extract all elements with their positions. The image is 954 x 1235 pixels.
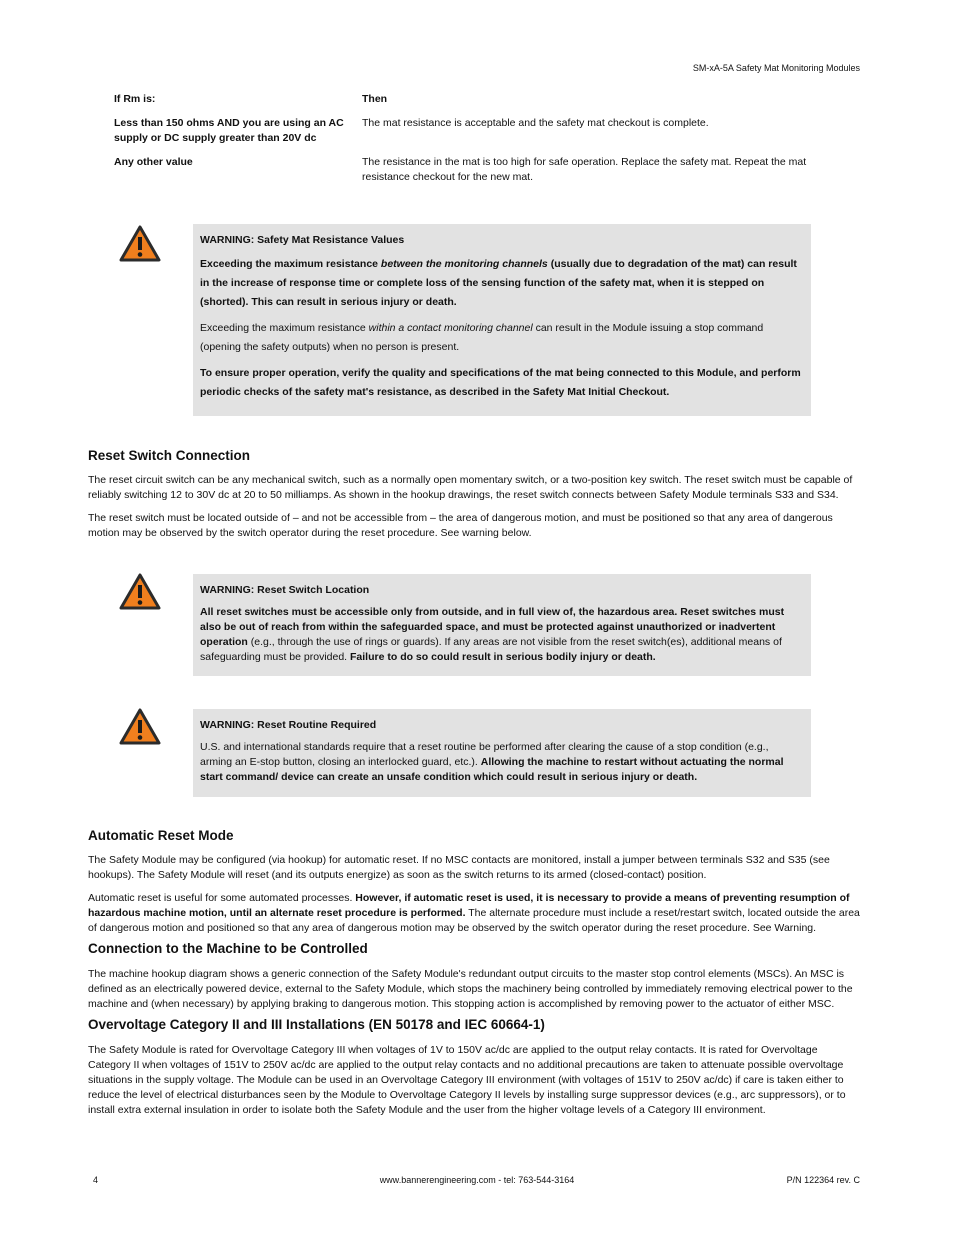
warning-triangle-icon [118, 224, 162, 264]
table-row [114, 155, 854, 194]
warning-box-reset-routine [193, 709, 811, 797]
page-number: 4 [93, 1175, 99, 1185]
warning-paragraph: U.S. and international standards require that a reset routine be performed after clearing the cause of a stop condition (e.g., arming an E-stop button, closing an interlocked guard, etc.). Allowing the machine to restart without actuating the normal start command/ device can create an unsafe condition which could result in serious injury or death. [200, 741, 784, 783]
table-header-row [114, 92, 854, 116]
paragraph: The machine hookup diagram shows a generic connection of the Safety Module's redundant output circuits to the master stop control elements (MSCs). An MSC is defined as an electrically powered device, external to the Safety Module, which stops the machinery being controlled by immediately removing electrical power to the machine and (when necessary) by applying braking to dangerous motion. This stopping action is accomplished by removing power to the actuator of either MSC. [88, 968, 853, 1010]
warning-triangle-icon [118, 707, 162, 747]
warning-paragraph: Exceeding the maximum resistance between the monitoring channels (usually due to degradation of the mat) can result in the increase of response time or complete loss of the sensing function of the safety mat, when it is stepped on (shorted). This can result in serious injury or death. [200, 258, 797, 308]
warning-title: WARNING: Reset Switch Location [200, 584, 370, 596]
warning-box-reset-location [193, 574, 811, 676]
table-cell-condition: Any other value [114, 156, 193, 168]
paragraph: The Safety Module may be configured (via hookup) for automatic reset. If no MSC contacts are monitored, install a jumper between terminals S32 and S35 (see hookups). The Safety Module will reset (and its outputs energize) as soon as the switch returns to its armed (closed-contact) position. [88, 854, 830, 881]
section-heading-connection: Connection to the Machine to be Controlled [88, 941, 368, 956]
warning-box-mat-resistance [193, 224, 811, 416]
warning-paragraph: To ensure proper operation, verify the quality and specifications of the mat being connected to this Module, and perform periodic checks of the safety mat's resistance, as described in the Safety Mat Initial Checkout. [200, 367, 801, 398]
warning-title: WARNING: Safety Mat Resistance Values [200, 234, 405, 246]
warning-paragraph: Exceeding the maximum resistance within a contact monitoring channel can result in the Module issuing a stop command (opening the safety outputs) when no person is present. [200, 322, 764, 353]
paragraph: The reset circuit switch can be any mechanical switch, such as a normally open momentary switch, or a two-position key switch. The reset switch must be capable of reliably switching 12 to 30V dc at 20 to 50 milliamps. As shown in the hookup drawings, the reset switch connects between Safety Module terminals S33 and S34. [88, 474, 853, 501]
footer-contact: www.bannerengineering.com - tel: 763-544-3164 [379, 1175, 575, 1185]
table-row [114, 116, 854, 155]
resistance-table [114, 92, 854, 194]
table-header-condition: If Rm is: [114, 93, 156, 105]
section-heading-automatic-reset: Automatic Reset Mode [88, 828, 234, 843]
warning-title: WARNING: Reset Routine Required [200, 719, 377, 731]
section-heading-reset-switch: Reset Switch Connection [88, 448, 251, 463]
table-cell-result: The mat resistance is acceptable and the safety mat checkout is complete. [362, 117, 709, 129]
warning-paragraph: All reset switches must be accessible only from outside, and in full view of, the hazardous area. Reset switches must also be out of reach from within the safeguarded space, and must be protected against unauthorized or inadvertent operation (e.g., through the use of rings or guards). If any areas are not visible from the reset switch(es), additional means of safeguarding must be provided. Failure to do so could result in serious bodily injury or death. [200, 606, 785, 663]
section-heading-overvoltage: Overvoltage Category II and III Installations (EN 50178 and IEC 60664-1) [88, 1017, 545, 1032]
table-cell-condition: Less than 150 ohms AND you are using an AC supply or DC supply greater than 20V dc [114, 117, 344, 144]
paragraph: Automatic reset is useful for some automated processes. However, if automatic reset is used, it is necessary to provide a means of preventing resumption of hazardous machine motion, until an alternate reset procedure is performed. The alternate procedure must include a reset/restart switch, located outside the area of dangerous motion and positioned so that any area of dangerous motion may be observed by the switch operator during the reset procedure. See Warning. [88, 892, 860, 934]
paragraph: The reset switch must be located outside of – and not be accessible from – the area of dangerous motion, and must be positioned so that any area of dangerous motion may be observed by the switch operator during the reset procedure. See warning below. [88, 512, 833, 539]
table-cell-result: The resistance in the mat is too high for safe operation. Replace the safety mat. Repeat the mat resistance checkout for the new mat. [362, 156, 807, 183]
table-header-result: Then [362, 93, 388, 105]
warning-triangle-icon [118, 572, 162, 612]
footer-part-number: P/N 122364 rev. C [786, 1175, 860, 1185]
running-header: SM-xA-5A Safety Mat Monitoring Modules [692, 63, 860, 73]
paragraph: The Safety Module is rated for Overvoltage Category III when voltages of 1V to 150V ac/dc are applied to the output relay contacts. It is rated for Overvoltage Category II when voltages of 151V to 250V ac/dc are applied to the output relay contacts and no additional precautions are taken to attenuate possible overvoltage situations in the supply voltage. The Module can be used in an Overvoltage Category III environment (with voltages of 151V to 250V ac/dc) if care is taken either to reduce the level of electrical disturbances seen by the Module to Overvoltage Category II levels by installing surge suppressor devices (e.g., arc suppressors), or to install extra external insulation in order to isolate both the Safety Module and the user from the higher voltage levels of a Category III environment. [88, 1044, 846, 1116]
